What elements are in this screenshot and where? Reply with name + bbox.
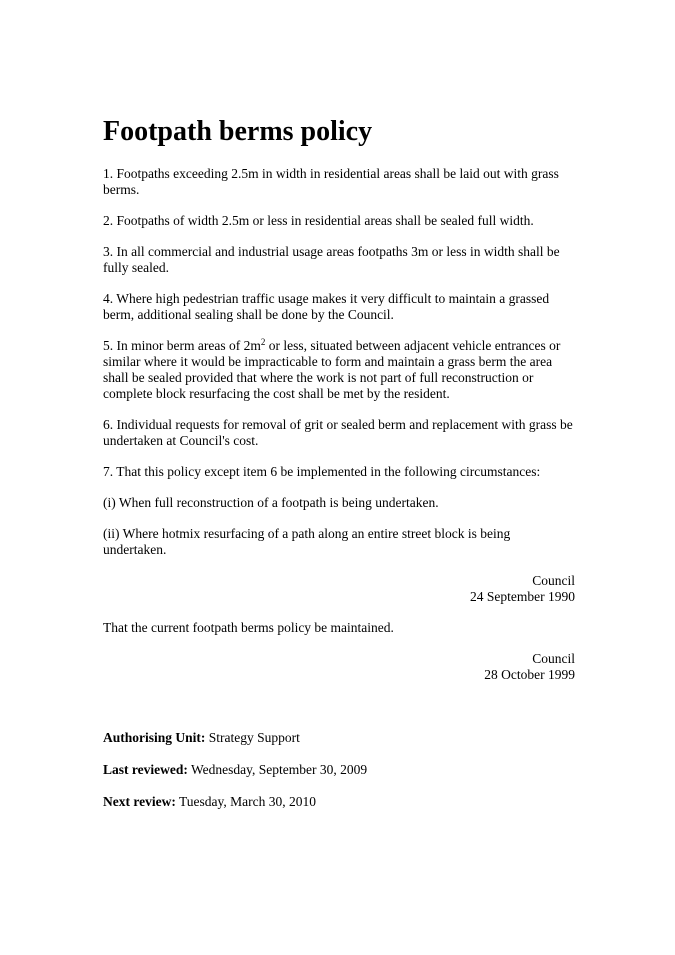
- policy-item-2: 2. Footpaths of width 2.5m or less in residential areas shall be sealed full width.: [103, 213, 534, 228]
- next-review-value: Tuesday, March 30, 2010: [175, 794, 316, 809]
- last-reviewed-value: Wednesday, September 30, 2009: [187, 762, 368, 777]
- policy-item-5: [103, 338, 575, 402]
- superscript-2: 2: [260, 337, 266, 347]
- policy-item-5-start: 5. In minor berm areas of 2m: [103, 338, 261, 353]
- signature-body: Council: [532, 573, 575, 588]
- last-reviewed: [103, 762, 575, 778]
- policy-item-5-rest: or less, situated between adjacent vehicle entrances or similar where it would be impracticable to form and maintain a grass berm the area shall be sealed provided that where the work is not part of full reconstruction or complete block resurfacing the cost shall be met by the resident.: [103, 338, 561, 401]
- document-content: [103, 112, 575, 826]
- signature-date: 24 September 1990: [470, 589, 575, 604]
- policy-item-7-ii: (ii) Where hotmix resurfacing of a path along an entire street block is being undertaken.: [103, 526, 511, 557]
- next-review-label: Next review:: [103, 794, 176, 809]
- policy-item-1: 1. Footpaths exceeding 2.5m in width in residential areas shall be laid out with grass berms.: [103, 166, 559, 197]
- next-review: [103, 794, 575, 810]
- resolution-text: That the current footpath berms policy be maintained.: [103, 620, 394, 635]
- policy-item-7-i: (i) When full reconstruction of a footpath is being undertaken.: [103, 495, 439, 510]
- policy-item-3: 3. In all commercial and industrial usage areas footpaths 3m or less in width shall be fully sealed.: [103, 244, 560, 275]
- signature-body: Council: [532, 651, 575, 666]
- signature-block-1990: [103, 573, 575, 605]
- policy-item-7: 7. That this policy except item 6 be implemented in the following circumstances:: [103, 464, 541, 479]
- document-metadata: [103, 730, 575, 810]
- signature-block-1999: [103, 651, 575, 683]
- signature-date: 28 October 1999: [484, 667, 575, 682]
- page-title: Footpath berms policy: [103, 116, 373, 147]
- policy-item-6: 6. Individual requests for removal of grit or sealed berm and replacement with grass be undertaken at Council's cost.: [103, 417, 573, 448]
- authorising-unit: [103, 730, 575, 746]
- last-reviewed-label: Last reviewed:: [103, 762, 188, 777]
- policy-item-4: 4. Where high pedestrian traffic usage makes it very difficult to maintain a grassed berm, additional sealing shall be done by the Council.: [103, 291, 550, 322]
- authorising-unit-value: Strategy Support: [205, 730, 300, 745]
- authorising-unit-label: Authorising Unit:: [103, 730, 206, 745]
